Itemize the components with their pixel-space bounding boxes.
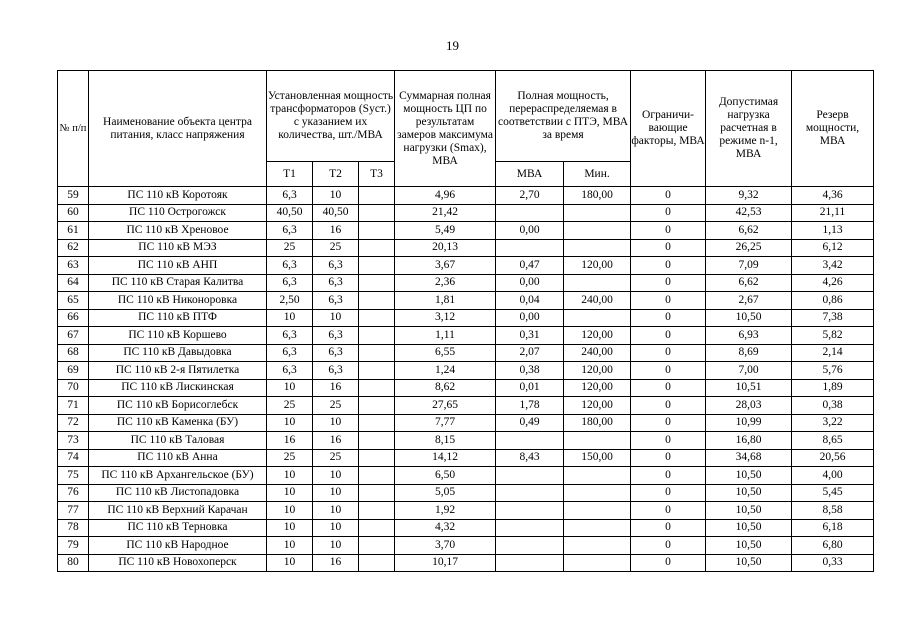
header-installed: Установленная мощность трансформаторов (Sуст.) с указанием их количества, шт./МВА bbox=[267, 71, 395, 162]
cell-limits: 0 bbox=[631, 292, 706, 310]
cell-t1: 6,3 bbox=[267, 257, 313, 275]
cell-t1: 10 bbox=[267, 519, 313, 537]
table-row bbox=[58, 344, 874, 362]
cell-t2: 10 bbox=[313, 467, 359, 485]
cell-t1: 6,3 bbox=[267, 327, 313, 345]
table-body bbox=[58, 187, 874, 572]
cell-name: ПС 110 кВ МЭЗ bbox=[89, 239, 267, 257]
cell-t1: 16 bbox=[267, 432, 313, 450]
cell-reserve: 2,14 bbox=[792, 344, 874, 362]
cell-num: 65 bbox=[58, 292, 89, 310]
cell-t1: 40,50 bbox=[267, 204, 313, 222]
table-row bbox=[58, 502, 874, 520]
cell-t2: 10 bbox=[313, 519, 359, 537]
cell-allowed: 2,67 bbox=[706, 292, 792, 310]
header-t1: Т1 bbox=[267, 162, 313, 187]
cell-smax: 21,42 bbox=[395, 204, 496, 222]
cell-t2: 10 bbox=[313, 502, 359, 520]
header-t3: Т3 bbox=[359, 162, 395, 187]
cell-t1: 6,3 bbox=[267, 344, 313, 362]
header-name: Наименование объекта центра питания, класс напряжения bbox=[89, 71, 267, 187]
cell-t2: 6,3 bbox=[313, 257, 359, 275]
cell-num: 62 bbox=[58, 239, 89, 257]
cell-mva bbox=[496, 537, 564, 555]
cell-limits: 0 bbox=[631, 344, 706, 362]
table-row bbox=[58, 554, 874, 572]
cell-mva: 0,00 bbox=[496, 222, 564, 240]
cell-t3 bbox=[359, 432, 395, 450]
cell-smax: 20,13 bbox=[395, 239, 496, 257]
cell-reserve: 6,12 bbox=[792, 239, 874, 257]
cell-smax: 1,11 bbox=[395, 327, 496, 345]
cell-min: 240,00 bbox=[564, 292, 631, 310]
cell-allowed: 10,50 bbox=[706, 519, 792, 537]
cell-allowed: 6,62 bbox=[706, 274, 792, 292]
cell-allowed: 8,69 bbox=[706, 344, 792, 362]
cell-limits: 0 bbox=[631, 362, 706, 380]
cell-t3 bbox=[359, 449, 395, 467]
cell-t2: 6,3 bbox=[313, 344, 359, 362]
cell-t1: 6,3 bbox=[267, 187, 313, 205]
cell-min bbox=[564, 309, 631, 327]
cell-limits: 0 bbox=[631, 274, 706, 292]
cell-min: 180,00 bbox=[564, 187, 631, 205]
cell-t1: 10 bbox=[267, 414, 313, 432]
cell-t2: 10 bbox=[313, 187, 359, 205]
cell-allowed: 6,93 bbox=[706, 327, 792, 345]
cell-t3 bbox=[359, 187, 395, 205]
table-row bbox=[58, 239, 874, 257]
cell-allowed: 10,50 bbox=[706, 554, 792, 572]
cell-limits: 0 bbox=[631, 309, 706, 327]
cell-reserve: 1,89 bbox=[792, 379, 874, 397]
cell-t3 bbox=[359, 484, 395, 502]
cell-name: ПС 110 кВ Архангельское (БУ) bbox=[89, 467, 267, 485]
header-reserve: Резерв мощности, МВА bbox=[792, 71, 874, 187]
cell-t3 bbox=[359, 309, 395, 327]
table-row bbox=[58, 537, 874, 555]
cell-reserve: 0,38 bbox=[792, 397, 874, 415]
header-redistributed: Полная мощность, перераспределяемая в соответствии с ПТЭ, МВА за время bbox=[496, 71, 631, 162]
cell-mva: 8,43 bbox=[496, 449, 564, 467]
table-row bbox=[58, 257, 874, 275]
cell-t2: 16 bbox=[313, 222, 359, 240]
cell-limits: 0 bbox=[631, 414, 706, 432]
cell-mva bbox=[496, 484, 564, 502]
cell-t3 bbox=[359, 292, 395, 310]
cell-name: ПС 110 кВ Давыдовка bbox=[89, 344, 267, 362]
cell-name: ПС 110 кВ АНП bbox=[89, 257, 267, 275]
cell-smax: 27,65 bbox=[395, 397, 496, 415]
cell-t3 bbox=[359, 502, 395, 520]
cell-name: ПС 110 кВ Анна bbox=[89, 449, 267, 467]
table-row bbox=[58, 292, 874, 310]
cell-smax: 3,70 bbox=[395, 537, 496, 555]
header-allowed: Допустимая нагрузка расчетная в режиме n-1, МВА bbox=[706, 71, 792, 187]
cell-mva: 0,00 bbox=[496, 274, 564, 292]
cell-mva: 0,04 bbox=[496, 292, 564, 310]
cell-t2: 25 bbox=[313, 397, 359, 415]
cell-allowed: 10,50 bbox=[706, 537, 792, 555]
cell-mva bbox=[496, 432, 564, 450]
cell-t1: 10 bbox=[267, 484, 313, 502]
table-row bbox=[58, 222, 874, 240]
cell-reserve: 1,13 bbox=[792, 222, 874, 240]
cell-num: 77 bbox=[58, 502, 89, 520]
cell-t1: 25 bbox=[267, 239, 313, 257]
cell-allowed: 7,09 bbox=[706, 257, 792, 275]
table-row bbox=[58, 519, 874, 537]
cell-mva: 0,00 bbox=[496, 309, 564, 327]
cell-limits: 0 bbox=[631, 519, 706, 537]
cell-limits: 0 bbox=[631, 222, 706, 240]
header-sum: Суммарная полная мощность ЦП по результатам замеров максимума нагрузки (Smax), МВА bbox=[395, 71, 496, 187]
header-min: Мин. bbox=[564, 162, 631, 187]
cell-allowed: 42,53 bbox=[706, 204, 792, 222]
table-row bbox=[58, 327, 874, 345]
cell-t2: 10 bbox=[313, 537, 359, 555]
cell-mva: 0,01 bbox=[496, 379, 564, 397]
cell-smax: 8,15 bbox=[395, 432, 496, 450]
cell-smax: 5,05 bbox=[395, 484, 496, 502]
cell-min: 120,00 bbox=[564, 397, 631, 415]
cell-mva bbox=[496, 239, 564, 257]
cell-reserve: 4,00 bbox=[792, 467, 874, 485]
cell-t3 bbox=[359, 204, 395, 222]
cell-reserve: 5,45 bbox=[792, 484, 874, 502]
cell-num: 80 bbox=[58, 554, 89, 572]
cell-t2: 10 bbox=[313, 309, 359, 327]
cell-mva bbox=[496, 502, 564, 520]
table-row bbox=[58, 397, 874, 415]
cell-min: 150,00 bbox=[564, 449, 631, 467]
cell-t2: 25 bbox=[313, 449, 359, 467]
cell-limits: 0 bbox=[631, 467, 706, 485]
table-row bbox=[58, 274, 874, 292]
table-row bbox=[58, 484, 874, 502]
cell-reserve: 8,58 bbox=[792, 502, 874, 520]
cell-min bbox=[564, 467, 631, 485]
cell-smax: 5,49 bbox=[395, 222, 496, 240]
table-row bbox=[58, 414, 874, 432]
cell-reserve: 6,80 bbox=[792, 537, 874, 555]
cell-smax: 1,92 bbox=[395, 502, 496, 520]
cell-t3 bbox=[359, 362, 395, 380]
cell-reserve: 0,33 bbox=[792, 554, 874, 572]
cell-num: 68 bbox=[58, 344, 89, 362]
cell-name: ПС 110 кВ Листопадовка bbox=[89, 484, 267, 502]
cell-t1: 10 bbox=[267, 554, 313, 572]
cell-name: ПС 110 кВ Новохоперск bbox=[89, 554, 267, 572]
cell-limits: 0 bbox=[631, 397, 706, 415]
capacity-table bbox=[57, 70, 874, 572]
cell-num: 75 bbox=[58, 467, 89, 485]
cell-min bbox=[564, 484, 631, 502]
cell-num: 69 bbox=[58, 362, 89, 380]
cell-smax: 6,55 bbox=[395, 344, 496, 362]
cell-limits: 0 bbox=[631, 239, 706, 257]
cell-t3 bbox=[359, 397, 395, 415]
cell-t2: 16 bbox=[313, 554, 359, 572]
cell-limits: 0 bbox=[631, 379, 706, 397]
cell-smax: 4,96 bbox=[395, 187, 496, 205]
cell-num: 59 bbox=[58, 187, 89, 205]
cell-t1: 6,3 bbox=[267, 222, 313, 240]
cell-allowed: 9,32 bbox=[706, 187, 792, 205]
cell-smax: 10,17 bbox=[395, 554, 496, 572]
cell-t3 bbox=[359, 257, 395, 275]
cell-name: ПС 110 кВ Старая Калитва bbox=[89, 274, 267, 292]
table-row bbox=[58, 187, 874, 205]
cell-t1: 25 bbox=[267, 449, 313, 467]
cell-name: ПС 110 кВ Хреновое bbox=[89, 222, 267, 240]
cell-limits: 0 bbox=[631, 502, 706, 520]
table-row bbox=[58, 362, 874, 380]
cell-allowed: 10,50 bbox=[706, 467, 792, 485]
cell-num: 70 bbox=[58, 379, 89, 397]
cell-t3 bbox=[359, 344, 395, 362]
cell-mva: 0,38 bbox=[496, 362, 564, 380]
cell-allowed: 10,99 bbox=[706, 414, 792, 432]
cell-name: ПС 110 кВ Верхний Карачан bbox=[89, 502, 267, 520]
cell-t2: 40,50 bbox=[313, 204, 359, 222]
cell-limits: 0 bbox=[631, 449, 706, 467]
cell-allowed: 10,50 bbox=[706, 484, 792, 502]
cell-min bbox=[564, 554, 631, 572]
header-num: № п/п bbox=[58, 71, 89, 187]
cell-allowed: 10,51 bbox=[706, 379, 792, 397]
cell-t2: 16 bbox=[313, 379, 359, 397]
cell-limits: 0 bbox=[631, 537, 706, 555]
cell-reserve: 20,56 bbox=[792, 449, 874, 467]
header-limits: Ограничи-вающие факторы, МВА bbox=[631, 71, 706, 187]
cell-t3 bbox=[359, 554, 395, 572]
cell-limits: 0 bbox=[631, 484, 706, 502]
cell-num: 61 bbox=[58, 222, 89, 240]
table-row bbox=[58, 467, 874, 485]
cell-t1: 6,3 bbox=[267, 362, 313, 380]
cell-num: 73 bbox=[58, 432, 89, 450]
cell-num: 63 bbox=[58, 257, 89, 275]
cell-num: 64 bbox=[58, 274, 89, 292]
cell-name: ПС 110 кВ Коршево bbox=[89, 327, 267, 345]
cell-name: ПС 110 кВ ПТФ bbox=[89, 309, 267, 327]
cell-t1: 10 bbox=[267, 537, 313, 555]
cell-limits: 0 bbox=[631, 257, 706, 275]
cell-mva: 0,47 bbox=[496, 257, 564, 275]
cell-name: ПС 110 кВ Народное bbox=[89, 537, 267, 555]
cell-name: ПС 110 кВ Лискинская bbox=[89, 379, 267, 397]
cell-min: 180,00 bbox=[564, 414, 631, 432]
cell-allowed: 34,68 bbox=[706, 449, 792, 467]
header-t2: Т2 bbox=[313, 162, 359, 187]
cell-limits: 0 bbox=[631, 554, 706, 572]
cell-min bbox=[564, 519, 631, 537]
cell-limits: 0 bbox=[631, 432, 706, 450]
cell-t1: 6,3 bbox=[267, 274, 313, 292]
cell-min bbox=[564, 432, 631, 450]
cell-reserve: 3,22 bbox=[792, 414, 874, 432]
cell-t2: 10 bbox=[313, 484, 359, 502]
cell-name: ПС 110 кВ Каменка (БУ) bbox=[89, 414, 267, 432]
cell-allowed: 10,50 bbox=[706, 309, 792, 327]
cell-min bbox=[564, 274, 631, 292]
cell-t2: 6,3 bbox=[313, 292, 359, 310]
cell-t2: 10 bbox=[313, 414, 359, 432]
cell-allowed: 26,25 bbox=[706, 239, 792, 257]
cell-reserve: 4,36 bbox=[792, 187, 874, 205]
cell-name: ПС 110 Острогожск bbox=[89, 204, 267, 222]
cell-min: 120,00 bbox=[564, 362, 631, 380]
cell-reserve: 5,76 bbox=[792, 362, 874, 380]
cell-num: 76 bbox=[58, 484, 89, 502]
cell-t3 bbox=[359, 467, 395, 485]
cell-t3 bbox=[359, 414, 395, 432]
cell-smax: 14,12 bbox=[395, 449, 496, 467]
cell-mva bbox=[496, 467, 564, 485]
cell-mva: 0,49 bbox=[496, 414, 564, 432]
cell-t3 bbox=[359, 519, 395, 537]
cell-limits: 0 bbox=[631, 204, 706, 222]
cell-num: 74 bbox=[58, 449, 89, 467]
cell-num: 78 bbox=[58, 519, 89, 537]
table-row bbox=[58, 432, 874, 450]
cell-min bbox=[564, 239, 631, 257]
cell-min: 120,00 bbox=[564, 327, 631, 345]
cell-smax: 2,36 bbox=[395, 274, 496, 292]
cell-reserve: 4,26 bbox=[792, 274, 874, 292]
cell-reserve: 0,86 bbox=[792, 292, 874, 310]
table-row bbox=[58, 379, 874, 397]
cell-num: 60 bbox=[58, 204, 89, 222]
cell-reserve: 6,18 bbox=[792, 519, 874, 537]
cell-t1: 25 bbox=[267, 397, 313, 415]
cell-mva bbox=[496, 519, 564, 537]
cell-t3 bbox=[359, 239, 395, 257]
cell-smax: 3,12 bbox=[395, 309, 496, 327]
cell-reserve: 21,11 bbox=[792, 204, 874, 222]
cell-num: 79 bbox=[58, 537, 89, 555]
cell-smax: 7,77 bbox=[395, 414, 496, 432]
cell-t1: 10 bbox=[267, 309, 313, 327]
cell-allowed: 10,50 bbox=[706, 502, 792, 520]
cell-mva: 2,70 bbox=[496, 187, 564, 205]
cell-name: ПС 110 кВ Борисоглебск bbox=[89, 397, 267, 415]
cell-smax: 6,50 bbox=[395, 467, 496, 485]
cell-t1: 10 bbox=[267, 379, 313, 397]
cell-min bbox=[564, 222, 631, 240]
cell-smax: 1,81 bbox=[395, 292, 496, 310]
cell-name: ПС 110 кВ 2-я Пятилетка bbox=[89, 362, 267, 380]
cell-t3 bbox=[359, 327, 395, 345]
cell-reserve: 7,38 bbox=[792, 309, 874, 327]
cell-t2: 25 bbox=[313, 239, 359, 257]
cell-t1: 10 bbox=[267, 502, 313, 520]
cell-min: 120,00 bbox=[564, 379, 631, 397]
cell-smax: 8,62 bbox=[395, 379, 496, 397]
cell-name: ПС 110 кВ Коротояк bbox=[89, 187, 267, 205]
table-row bbox=[58, 449, 874, 467]
cell-smax: 4,32 bbox=[395, 519, 496, 537]
page-number: 19 bbox=[446, 38, 459, 53]
cell-name: ПС 110 кВ Терновка bbox=[89, 519, 267, 537]
cell-t3 bbox=[359, 274, 395, 292]
cell-t2: 6,3 bbox=[313, 362, 359, 380]
cell-mva bbox=[496, 204, 564, 222]
header-mva: МВА bbox=[496, 162, 564, 187]
cell-mva: 2,07 bbox=[496, 344, 564, 362]
cell-mva bbox=[496, 554, 564, 572]
cell-min bbox=[564, 537, 631, 555]
cell-reserve: 8,65 bbox=[792, 432, 874, 450]
cell-reserve: 3,42 bbox=[792, 257, 874, 275]
cell-limits: 0 bbox=[631, 187, 706, 205]
cell-t1: 10 bbox=[267, 467, 313, 485]
cell-num: 72 bbox=[58, 414, 89, 432]
cell-mva: 1,78 bbox=[496, 397, 564, 415]
table-row bbox=[58, 204, 874, 222]
cell-name: ПС 110 кВ Таловая bbox=[89, 432, 267, 450]
cell-smax: 1,24 bbox=[395, 362, 496, 380]
cell-allowed: 6,62 bbox=[706, 222, 792, 240]
cell-limits: 0 bbox=[631, 327, 706, 345]
cell-num: 66 bbox=[58, 309, 89, 327]
cell-t3 bbox=[359, 537, 395, 555]
table-row bbox=[58, 309, 874, 327]
cell-t2: 16 bbox=[313, 432, 359, 450]
cell-min: 120,00 bbox=[564, 257, 631, 275]
cell-min bbox=[564, 502, 631, 520]
cell-t2: 6,3 bbox=[313, 327, 359, 345]
cell-allowed: 28,03 bbox=[706, 397, 792, 415]
cell-min bbox=[564, 204, 631, 222]
cell-t3 bbox=[359, 222, 395, 240]
cell-mva: 0,31 bbox=[496, 327, 564, 345]
cell-allowed: 7,00 bbox=[706, 362, 792, 380]
cell-t2: 6,3 bbox=[313, 274, 359, 292]
cell-t1: 2,50 bbox=[267, 292, 313, 310]
cell-allowed: 16,80 bbox=[706, 432, 792, 450]
cell-num: 67 bbox=[58, 327, 89, 345]
cell-min: 240,00 bbox=[564, 344, 631, 362]
cell-num: 71 bbox=[58, 397, 89, 415]
cell-smax: 3,67 bbox=[395, 257, 496, 275]
cell-name: ПС 110 кВ Никоноровка bbox=[89, 292, 267, 310]
cell-reserve: 5,82 bbox=[792, 327, 874, 345]
cell-t3 bbox=[359, 379, 395, 397]
